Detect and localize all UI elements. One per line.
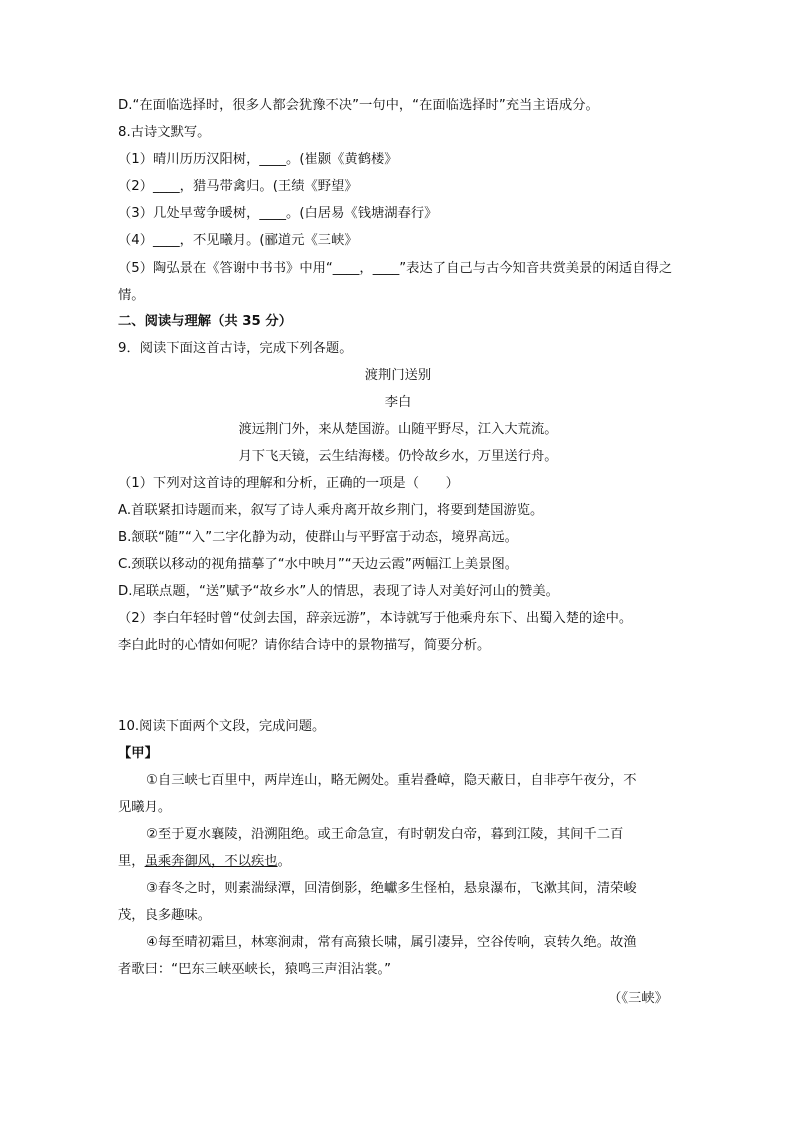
passage-p2-line-1: ②至于夏水襄陵，沿溯阻绝。或王命急宣，有时朝发白帝，暮到江陵，其间千二百 [146,827,624,842]
q8-title: 8.古诗文默写。 [118,125,211,140]
q9-option-b: B.颔联“随”“入”二字化静为动，使群山与平野富于动态，境界高远。 [118,530,518,545]
passage-p3-line-2: 茂，良多趣味。 [118,908,212,923]
passage-source: （《三峡》 [608,991,668,1006]
q9-option-a: A.首联紧扣诗题而来，叙写了诗人乘舟离开故乡荆门，将要到楚国游览。 [118,503,544,518]
section-2-title: 二、阅读与理解（共 35 分） [118,314,293,329]
passage-p1-line-2: 见曦月。 [118,800,172,815]
passage-p2-post: 。 [277,854,291,869]
passage-p2-underlined: 虽乘奔御风，不以疾也 [144,854,278,869]
poem-line-1: 渡远荆门外，来从楚国游。山随平野尽，江入大荒流。 [238,422,558,437]
poem-author: 李白 [384,395,412,410]
q9-option-c: C.颈联以移动的视角描摹了“水中映月”“天边云霞”两幅江上美景图。 [118,557,519,572]
passage-p4-line-2: 者歌曰：“巴东三峡巫峡长，猿鸣三声泪沾裳。” [118,962,392,977]
q8-item-1: （1）晴川历历汉阳树，____。(崔颢《黄鹤楼》 [118,152,398,167]
poem-line-2: 月下飞天镜，云生结海楼。仍怜故乡水，万里送行舟。 [238,449,558,464]
passage-p1-line-1: ①自三峡七百里中，两岸连山，略无阙处。重岩叠嶂，隐天蔽日，自非亭午夜分，不 [146,773,637,788]
passage-p2-line-2 [118,853,291,871]
passage-label-jia: 【甲】 [118,746,158,761]
q9-option-d: D.尾联点题，“送”赋予“故乡水”人的情思，表现了诗人对美好河山的赞美。 [118,584,559,599]
q9-sub1: （1）下列对这首诗的理解和分析，正确的一项是（ ） [118,476,459,491]
q9-sub2-line-1: （2）李白年轻时曾“仗剑去国，辞亲远游”，本诗就写于他乘舟东下、出蜀入楚的途中。 [118,611,633,626]
q7-option-d: D.“在面临选择时，很多人都会犹豫不决”一句中，“在面临选择时”充当主语成分。 [118,98,599,113]
q8-item-5: （5）陶弘景在《答谢中书书》中用“____，____”表达了自己与古今知音共赏美景的闲适自得之情。 [118,261,673,303]
q8-item-3: （3）几处早莺争暖树，____。(白居易《钱塘湖春行》 [118,206,438,221]
q8-item-4: （4）____，不见曦月。(郦道元《三峡》 [118,233,358,248]
passage-p4-line-1: ④每至晴初霜旦，林寒涧肃，常有高猿长啸，属引凄异，空谷传响，哀转久绝。故渔 [146,935,637,950]
poem-title: 渡荆门送别 [364,368,432,383]
passage-p3-line-1: ③春冬之时，则素湍绿潭，回清倒影，绝巘多生怪柏，悬泉瀑布，飞漱其间，清荣峻 [146,881,637,896]
q9-sub2-line-2: 李白此时的心情如何呢？请你结合诗中的景物描写，简要分析。 [118,638,491,653]
passage-p2-pre: 里， [118,854,145,869]
q9-title: 9．阅读下面这首古诗，完成下列各题。 [118,341,353,356]
q10-title: 10.阅读下面两个文段，完成问题。 [118,719,326,734]
q8-item-2: （2）____，猎马带禽归。(王绩《野望》 [118,179,358,194]
